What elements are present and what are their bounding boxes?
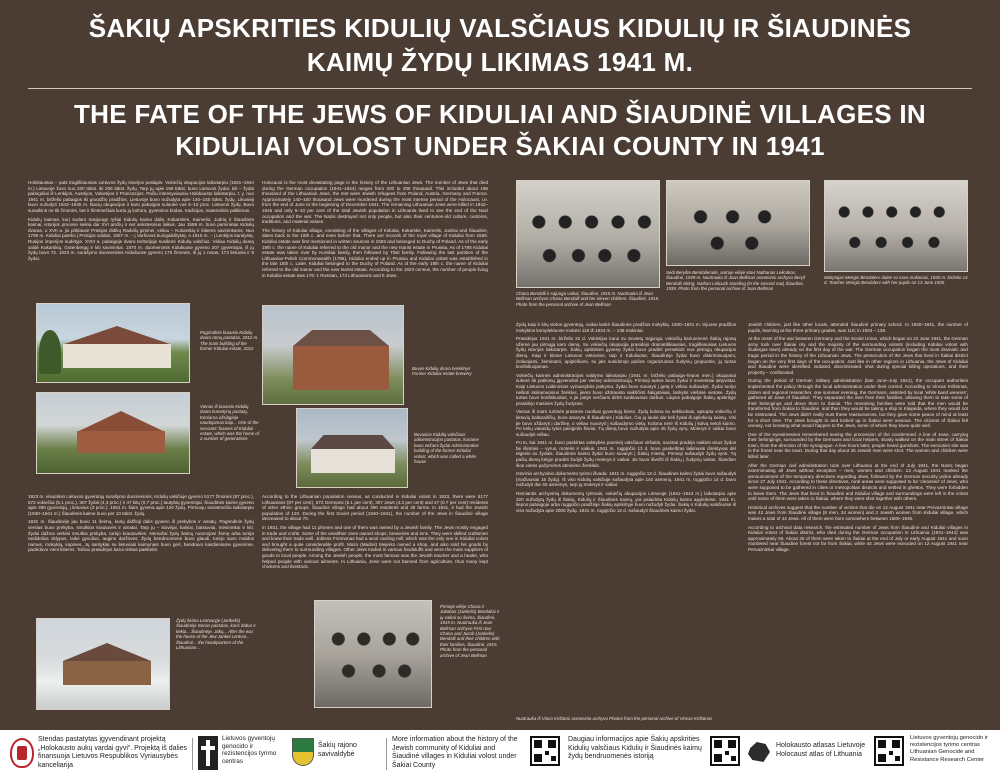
- people-silhouettes: [675, 197, 803, 263]
- people-silhouettes: [323, 623, 425, 703]
- text-lt-holocaust: [516, 322, 736, 714]
- paragraph: Žydų kaip ir kitų vietos gyventojų, vaikai lankė Šiaudinės pradžios mokyklą. 1930–1931 m. trijuose pradžios mokyklos komplektuose mokėsi 116 iš 1934 m. – 138 mokiniai.: [516, 322, 736, 333]
- people-silhouettes: [831, 193, 963, 269]
- paragraph: Holokaustas – pats tragiškiausias Lietuvos žydų istorijos puslapis. Vokiečių okupacijos laikotarpiu (1941–1944 m.) Lietuvoje žuvo nuo 200 tūkst. iki 206 tūkst. žydų. Tarp jų apie 196 tūkst. buvo Lietuvos žydai, kiti – žydai pabėgėliai iš Lenkijos, Austrijos, Vokietijos ir Prancūzijos. Pačiu intensyviausiu Holokausto laikotarpiu, t. y. nuo 1941 m. birželio pabaigos iki gruodžio pradžios, Lietuvoje buvo nužudyta apie 140–150 tūkst. žydų. Likusieji buvo nužudyti 1942–1945 m. Nacių okupacijos ir karo pabaigos sulaukė vos 5–10 proc. Lietuvos žydų. Buvo sunaikinti ne tik žmonės, bet ir šimtmečiais kurta jų kultūra, gyvenimo būdas, tradicijos, materialinis palikimas.: [28, 180, 254, 213]
- caption-administration: Buvusios Kidulių valsčiaus administracijos pastatas, kuriame buvo vežami žydai Administrative building of the former Kiduliai volost, which was called a white house: [414, 432, 479, 465]
- paragraph: 1931 m. Šiaudinėje jau buvo 11 šeimų, kurių didžioji dalis gyveno iš prekybos ir amatų. Pagrindinis žydų verslas buvo prekyba, smulkios krautuvės ir amatai. Tarp jų – siuvėjai, kalviai, batsiuviai, mėsininkai ir kiti. Žydai dažnai vertėsi smulkia prekyba, turėjo krautuvėles. Nemažai žydų šeimų nuomojosi žemę arba turėjo nedidelius sklypus, laikė gyvulius, augino daržoves. Žydų bendruomenė buvo glaudi, turėjo savo maldos namus, mokyklą, kapines. Jų santykiai su lietuviais kaimynais buvo geri, bendravo kasdieniame gyvenime, padėdavo vieni kitiems. Tačiau prasidėjus karui viskas pasikeitė.: [28, 519, 254, 553]
- cross-vertical: [206, 740, 210, 766]
- lithuania-coat-of-arms-icon: [10, 738, 34, 768]
- photo-teacher-pupils: [824, 180, 968, 272]
- map-shape: [748, 742, 770, 762]
- caption-teacher-pupils: Mokytojas Meirgis Bendalerv dukte su savo mokiniais, 1930 m. birželio 13 d. Teacher Meirgis Bendalerv with her pupils on 13 June 1930: [824, 275, 968, 286]
- photo-berys-nathan: [666, 180, 810, 266]
- paragraph: According to archival data research, the estimated number of Jews from Šiaudinė and Kiduliai villages in Kiduliai volost of Šakiai district, who died during the German occupation in Lithuania (1941–1944) was approximately 69. About 25 of them were taken to Šakiai at the end of July or early August 1941 and soon murdered near Šiaudinė forest not far from Šakiai, while 44 Jews were executed on 12 August 1941 near Pervazninkai village.: [748, 524, 968, 552]
- roof-shape: [71, 411, 171, 431]
- title-lt-line1: ŠAKIŲ APSKRITIES KIDULIŲ VALSČIAUS KIDULIŲ IR ŠIAUDINĖS: [88, 13, 912, 43]
- paragraph: After the German civil administration took over Lithuania at the end of July 1941, the Nazis began exterminating all Jews without exception – men, women and children. 13 August 1941 marked the announcement of the temporary directives regarding Jews, followed by the German security police already since 27 July 1941. According to these directives, rural areas were supposed to be 'cleansed' of Jews, who were supposed to be gathered in cities or metropolitan districts and settled in ghettos. They were forbidden to leave them. The Jews that lived in Šiaudinė and Kiduliai village and surroundings were left in the volost until some of them were taken to Šakiai, where they were shot together with others.: [748, 462, 968, 502]
- shield-inner: [17, 746, 27, 760]
- title-divider: [28, 88, 972, 89]
- paragraph: At the onset of the war between Germany and the Soviet Union, which began on 22 June 1941, the German army took over Šakiai city and the majority of the surrounding volosts (including Kiduliai volost with Šudargas town) already on the first day of the war. The German occupation began the most dramatic and tragic period in the history of the Lithuanian Jews. The persecution of the Jews that lived in Šakiai district began on the very first days of the occupation. Just like in other regions in Lithuania, the Jews of Kiduliai and Šiaudinė were identified, isolated, discriminated, shot during special killing operations, and their property – confiscated.: [748, 336, 968, 375]
- paragraph: Vokiečių karinės administracijos valdymo laikotarpiu (1941 m. birželio pabaiga–liepos mėn.) okupantai sukūrė tik patikimų įgyvendinti per vietinę administraciją. Pirmieji aukos buvo žydai ir sovietiniai aktyvistai. Kaip Lietuvos Laikinosios vyriausybės įsakymu, žydai buvo suvaryti į getą ir vėliau sušaudyti. Žydai turėjo nešioti skiriamuosius ženklus, jiems buvo uždrausta vaikščioti šaligatviais, lankytis viešose vietose. Žydų turtas buvo konfiskuotas, o jie patys verčiami dirbti sunkiausius darbus. Liepos pabaigoje Šakių apskrityje prasidėjo masinės žydų žudynės.: [516, 372, 736, 406]
- paragraph: Holocaust is the most devastating page in the history of the Lithuanian Jews. The number of Jews that died during the German occupation (1941–1944) ranges from 200 to 206 thousand. This included about 196 thousand of the Lithuanian Jews, the rest were Jewish refugees from Poland, Austria, Germany and France. Approximately 140–150 thousand Jews were murdered during the most intense period of the Holocaust, i.e. from the end of June to the beginning of December 1941. The remaining Lithuanian Jews were killed in 1942–1945 and only 5–10 per cent of the total Jewish population in Lithuania lived to see the end of the Nazi occupation and the war. The Nazis destroyed not only people, but also their centuries-old culture, customs, traditions, and material values.: [262, 180, 488, 225]
- paragraph: Prasidėjus 1941 m. birželio 22 d. Vokietijos karui su Sovietų Sąjunga, vokiečių kariuomenė Šakių rajoną užėmė jau pirmąją karo dieną. Su vokiečių okupacija prasidėjo dramatiškiausias, tragiškiausias Lietuvos žydų istorijos laikotarpis. Šakių apskrities gyvenę žydai buvo pradėti persekioti nuo pirmųjų okupacijos dienų. Kaip ir kitose Lietuvos vietovėse, taip ir Kiduliuose, Šiaudinėje žydai buvo diskriminuojami, izoliuojami, žeminami, apiplėšiami, su jais susidorojo pačios organizuotos žudynių grupuotės, jų turtas konfiskuojamas.: [516, 336, 736, 370]
- holocaust-atlas-logo-icon: [746, 740, 774, 764]
- photo-chana-children: [516, 180, 660, 288]
- paragraph: Historical archives suggest that the number of victims that die on 12 August 1941 near Pervazninkai village was 42 Jews from Šiaudinė village (8 men, 34 women) and 2 Jewish women from Kiduliai village, which makes a total of 44 Jews. All of them were born somewhere between 1880–1940.: [748, 504, 968, 521]
- photo-family-group: [314, 600, 432, 708]
- wall-shape: [77, 431, 165, 453]
- people-silhouettes: [523, 201, 655, 285]
- paragraph: In 1931, the village had 11 phones and one of them was owned by a Jewish family. The Jews mostly engaged in trade and crafts. Some of the wealthier ones owned shops, breweries and inns. They were skilled craftsmen and knew their trade well. Jobless Freimonas had a wool carding mill, which was the only one in Kiduliai volost and brought a quite considerable profit. Mazo (Mados) Mejerko owned a shop, and also sold his goods by delivering them to surrounding villages. Other Jews traded in various foodstuffs and were the main suppliers of goods to local people. Among the Jewish people, the most famous was the Jewish teacher and a healer, who helped people with various ailments. In Lithuania, Jews were not banned from agriculture, thus many kept chickens and livestock.: [262, 524, 488, 570]
- photo-brick-brewery: [262, 305, 404, 405]
- qr-code-icon[interactable]: [710, 736, 740, 766]
- qr-code-icon[interactable]: [530, 736, 560, 766]
- caption-family-group: Pirmoje eilėje Chana ir Jokūbas (Jankelis) Bendaliai ir jų vaikai su šeima, Šiaudinė, 1915 m. Nuotrauka iš Jean Bellman archyvo First row: Chana and Jacob (Jankelis) Bendalli and their children with their families, Šiaudinė, 1915. Photo from the personal archive of Jean Bellman: [440, 604, 500, 658]
- caption-manor-house: Pagrindinis buvusio Kidulių dvaro rūmų pastatas, 2012 m. The main building of the former Kiduliai estate, 2012: [200, 330, 259, 352]
- footer-sakiai-municipality: Šakių rajono savivaldybė: [318, 742, 357, 758]
- wall-shape: [63, 344, 171, 368]
- wall-shape: [293, 346, 389, 390]
- tree-shape: [39, 330, 61, 374]
- photo-administration-building: [296, 408, 408, 488]
- genocide-center-logo-icon: [198, 736, 218, 770]
- title-lt-line2: KAIMŲ ŽYDŲ LIKIMAS 1941 M.: [306, 47, 694, 77]
- roof-shape: [57, 326, 177, 344]
- paragraph: One of the eyewitnesses remembered seeing the procession of the condemned. A line of Jews, carrying their belongings, surrounded by the Germans and local helpers, slowly walked on the main street of Šakiai town, from the direction of the synagogue. A few hours later, people heard gunshots. The execution site was in the forest near the town. During that day about 45 Jewish men were shot. The women and children were killed later.: [748, 431, 968, 460]
- title-en-line2: KIDULIAI VOLOST UNDER ŠAKIAI COUNTY IN 1941: [175, 131, 825, 161]
- photo-servants-house: [36, 392, 190, 474]
- caption-kristunas-archive: Nuotrauka iš Vinco Krištūno asmeninio archyvo Photos from the personal archive of Vincas Krištūnas: [516, 716, 713, 721]
- photo-manor-house: [36, 303, 190, 383]
- text-en-holocaust: [748, 322, 968, 726]
- qr-code-icon[interactable]: [874, 736, 904, 766]
- paragraph: Vienas iš maro turtinės prasmės nuošusi gyventojų kieno. Žydų kolona su sekliuckais, apsupta vokiečių ir lietuvių baltaraiščių, buvo atvaryta iš Šiaudinės į Kidulius. Čia jų laukė dar keli žydai iš aplinkinių kaimų. Visi jie buvo uždaryti į daržinę, o vėliau nuvaryti į sušaudymo vietą. Kolona nėrė iš Kidulių į kalvą netoli kaimo. Po kelių valandų tylos pasigirdo šūviai. Tą dieną buvo nužudyta apie 45 žydų vyrų. Moterys ir vaikai buvo sušaudyti vėliau.: [516, 409, 736, 437]
- text-lt-census: [28, 494, 254, 610]
- caption-chana-children: Chana Bendalli ir sajunga vaikai, Šiaudinė, 1915 m. Nuotrauka iš Jean Bellman archyvo Chana Bendalli and her eleven children, Šiaudinė, 1915. Photo from the personal archive of Jean Bellman: [516, 291, 660, 307]
- roof-shape: [311, 435, 395, 449]
- caption-berys-nathan: Sėdi Beryšte Bendalieraitė, antroje eilėje stovi Nathanas Lelicūkas, Šiaudinė, 1939 m. Nuotrauka iš Joan Bellman asmeninio archyvo Beryš Bendalli sitting, Nathan Lelicuck standing (in the second row) Šiaudinė, 1939. Photo from the personal archive of Joan Bellman: [666, 270, 806, 292]
- sakiai-municipality-crest-icon: [292, 738, 314, 766]
- paragraph: Jewish children, just like other locals, attended Šiaudinė primary school. In 1930–1931, the number of pupils, learning at the three primary grades, was 116; in 1934 – 138.: [748, 322, 968, 333]
- footer-divider: [386, 738, 387, 770]
- footer-divider: [192, 738, 193, 770]
- paragraph: During the period of German military administration (late June–July 1941), the occupant authorities implemented the policy through the local administration under their control. According to Vincas Krištūnas, citizen and regional researcher, one summer evening, the Germans, assisted by local 'white band wearers', gathered all Jews of Šiaudinė. They separated the men from their families, allowing them to take some of their belongings and drove them to Šakiai. The remaining families were told that the men would be transferred from Šakiai to Šiaudinė, and then they would be taking a ship to Klaipėda, where they would not be mistreated. The Jews didn't really trust these reassurances, but they gave some peace of mind at least for a short time. The Jews brought to and locked up in Šakiai were anxious. The citizens of Šakiai felt uneasy, not knowing what would happen to the Jews, some of whom they knew quite well.: [748, 378, 968, 429]
- paragraph: The history of Kiduliai village, consisting of the villages of Kiduliai, Kukarskė, Kaimelis, Judriai and Šiaudinė, dates back to the 16th c. and even before that. There are records of the royal village of Kiduliai from 1559. Kiduliai estate was first mentioned in written sources in 1583 and belonged to Duchy of Poland. As of the early 19th c. the name of Kiduliai referred to the old manor and the new tsarist estate in Prussia. As of 1795 Kiduliai estate was taken over by Kurskiai family, then followed by Tilsit family. Following the last partition of the Lithuanian-Polish Commonwealth (1795), Kiduliai ended up in Prussia and Kiduliai volost was established in the late 18th c. Later, Kiduliai belonged to the Duchy of Poland. As of the early 19th c. the name of Kiduliai referred to the old manor and the new tsarist estate. According to the 1923 census, the number of people living in Kiduliai estate was 179: 1 Russian, 173 Lithuanians and 5 Jews.: [262, 227, 488, 278]
- wall-shape: [311, 449, 395, 473]
- footer-more-info-en: More information about the history of the Jewish community of Kiduliai and Šiaudinė villages in Kiduliai volost under Šakiai County: [392, 736, 518, 769]
- photo-jewish-house: [36, 618, 170, 710]
- footer-genocide-center-lt: Lietuvos gyventojų genocido ir rezistencijos tyrimo centras: [222, 735, 277, 765]
- footer-project-note: Stendas pastatytas įgyvendinant projektą „Holokausto aukų vardai gyvi“. Projektą iš dalies finansuoja Lietuvos Respublikos Vyriausybės kanceliarija: [38, 736, 188, 769]
- paragraph: Remiantis archyvinių dokumentų tyrimais, vokiečių okupacijos Lietuvoje (1941–1944 m.) laikotarpiu apie 320 nužudytų žydų iš Šakių, Kidulių ir Šiaudinės kaimų, yra palaidota Kidulių kaimo apylinkėse. 1941 m. liepos pabaigoje arba rugpjūčio pradžioje Šakių apskrityje buvo nužudyti žydai. Šakių ir Kidulių valsčiuose iš viso nužudyta apie 2000 žydų. 1941 m. rugpjūčio 12 d. sušaudyti Šiaudinės kaimo žydai.: [516, 491, 736, 513]
- caption-jewish-house: Žydų šeima Lentvaryje (Jankelis) Šiaudinėje Senas pastatas, kuris dabar ir tiekia... Šiaudinėje. Jakų... After the war, the house of the Jew Jankel Lentvar... Šiaudinė... the headquarters of the Lithuanian...: [176, 618, 256, 651]
- footer-more-info-lt: Daugiau informacijos apie Šakių apskrities Kidulių valsčiaus Kidulių ir Šiaudinės kaimų žydų bendruomenės istoriją: [568, 736, 702, 761]
- title-en-line1: THE FATE OF THE JEWS OF KIDULIAI AND ŠIAUDINĖ VILLAGES IN: [73, 99, 927, 129]
- caption-brewery: Buvęs Kidulių dvaro tvenkinys Former Kiduliai estate brewery: [412, 366, 472, 377]
- roof-shape: [293, 330, 389, 346]
- text-en-census: [262, 494, 488, 610]
- paragraph: Istorinio archyvinio dokumento tyrimo išvada: 1941 m. rugpjūčio 12 d. Šiaudinės kaimo žydai buvo sušaudyti (mažiausiai 15 žydų). Iš viso Kidulių valsčiuje sušaudyta apie 140 asmenų. 1941 m. rugpjūčio 14 d. buvo nužudyti dar 45 asmenys, tarp jų moterys ir vaikai.: [516, 471, 736, 488]
- paragraph: Kidulių kaimas, kurį sudaro susijungę ryšiai Kidulių kaimo dalis, Kukarskės, Kaimelio, Judrių ir Šiaudinės kaimai, istorijos procese siekia dar XVI amžių ir net ankstesnius laikus. Jau 1559 m. buvo paminėtas Kidulių dvaras, o XVII a. jis priklausė Prūsijos didikų Radvilų giminei, vėliau – Kukarskių ir kitiems savininkams. Nuo 1795 m. Kiduliai pateko į Prūsijos valdas, 1807 m. – į Varšuvos kunigaikštystę, o 1815 m. – į Lenkijos karalystę, Rusijos imperijos sudėtyje. XVIII a. pabaigoje dvaro teritorijoje susikūrė Kidulių valsčius. Vėliau Kidulių dvarą valdė Kukarskių, Gotenbergų ir kiti savininkai. 1870 m. duomenimis Kiduliuose gyveno 207 gyventojai, iš jų žydų buvo 72. 1923 m. surašymo duomenimis Kiduliuose gyveno 179 žmonės, iš jų 1 rusas, 173 lietuviai ir 5 žydai.: [28, 216, 254, 261]
- footer-holocaust-atlas: Holokausto atlasas Lietuvoje Holocaust atlas of Lithuania: [776, 742, 866, 758]
- cross-horizontal: [201, 746, 215, 750]
- roof-shape: [57, 643, 157, 661]
- paragraph: According to the Lithuanian population census, as conducted in Kiduliai volost in 1923, there were 5177 Lithuanians (87 per cent), 572 Germans (5.1 per cent), 307 Jews (4.3 per cent) and 47 (0.7 per cent) residents of other ethnic groups. Šiaudinė village had about 390 residents and 38 farms. In 1931, it had the Jewish population of 120. During the first Soviet period (1940–1941), the number of the Jews in Šiaudinė village decreased to about 70.: [262, 494, 488, 522]
- caption-servants-house: Vienas iš buvusio Kidulių dvaro kumetynų pastatų, Koniarna užsiūgioje naudojamas kaip... One of the servants' houses of Kiduliai estate, which was the home of a number of generations: [200, 404, 260, 442]
- footer-genocide-center-en: Lietuvos gyventojų genocido ir rezistencijos tyrimo centras Lithuanian Genocide and Resistance Research Center: [910, 735, 988, 763]
- wall-shape: [63, 661, 151, 685]
- paragraph: Po to, kai 1941 m. buvo paskirtas valstybės pareinėj valsčiaus viršaitis, nacistai pradėjo naikinti visus žydus be išimties – vyrus, moteris ir vaikus. 1941 m. rugpjūčio 13 d. buvo paskelbtas laikinasis direktyvas dėl elgesio su žydais. Šiaudinės kaimo žydai buvo suvaryti į Šakių miestą. Pirmieji sušaudyti žydų vyrai. Tą pačią dieną kelyje pradėti žudyti žydų moterys ir vaikai. Jie buvo išvežti iš Šakių į žudynių vietas. Šiandien šios vietos pažymėtos atminimo ženklais.: [516, 440, 736, 468]
- paragraph: 1923 m. visuotinio Lietuvos gyventojų surašymo duomenimis, Kidulių valsčiuje gyveno 5177 žmonės (87 proc.), 572 vokiečiai (5,1 proc.), 307 žydai (4,3 proc.) ir 47 kitų (0,7 proc.) tautybių gyventojai. Šiaudinės kaime gyveno apie 390 gyventojų, į lietuvius (3 proc.). 1931 m. šiam gyvena apie 120 žydų. Pirmuoju sovietmečiu laikotarpiu (1940–1941 m.) Šiaudinės kaime buvo per 10 tūkst. žydų.: [28, 494, 254, 516]
